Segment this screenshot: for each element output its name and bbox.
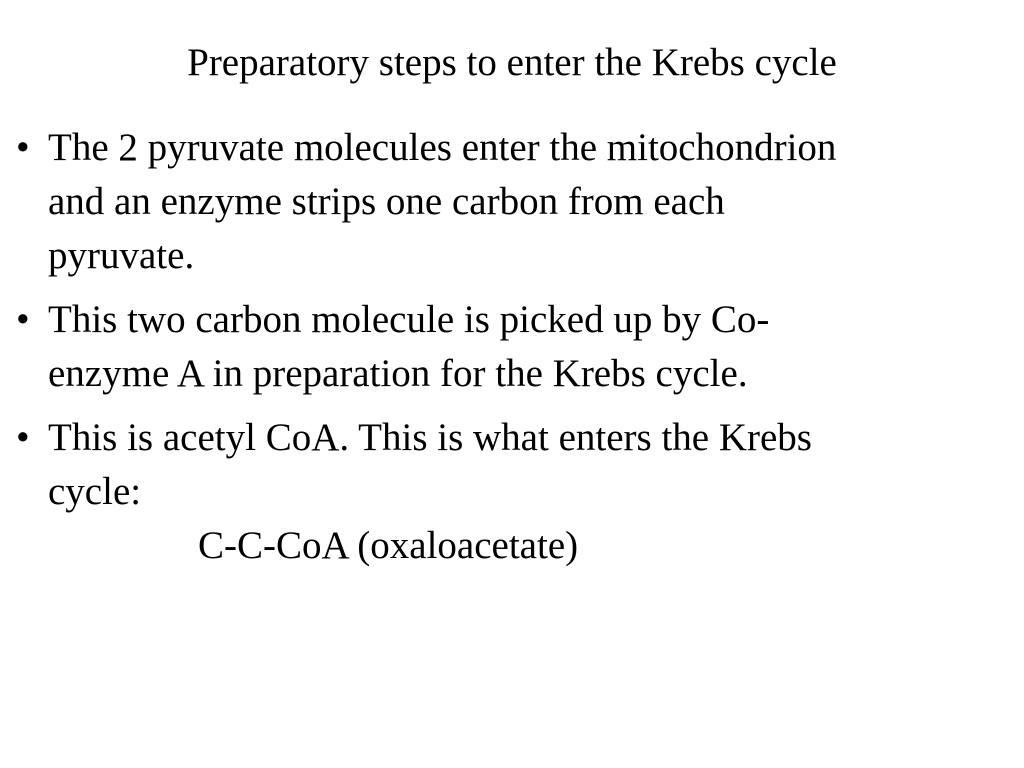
bullet-text-line: This is acetyl CoA. This is what enters the Krebs	[48, 416, 812, 459]
bullet-item-pyruvate	[16, 121, 1006, 283]
bullet-text-line: pyruvate.	[48, 234, 195, 277]
slide-title: Preparatory steps to enter the Krebs cycle	[187, 41, 837, 84]
bullet-text-line: and an enzyme strips one carbon from each	[48, 180, 725, 223]
bullet-mark: •	[16, 126, 30, 169]
bullet-item-acetyl-coa	[16, 411, 1006, 573]
bullet-item-coenzyme-a	[16, 293, 1006, 401]
bullet-mark: •	[16, 416, 30, 459]
bullet-text-line: enzyme A in preparation for the Krebs cycle.	[48, 352, 748, 395]
bullet-mark: •	[16, 298, 30, 341]
bullet-text-line: cycle:	[48, 470, 142, 513]
bullet-text-line: This two carbon molecule is picked up by Co-	[48, 298, 770, 341]
bullet-text-line: The 2 pyruvate molecules enter the mitochondrion	[48, 126, 837, 169]
formula-line: C-C-CoA (oxaloacetate)	[198, 524, 579, 567]
bullet-list	[16, 121, 1006, 583]
